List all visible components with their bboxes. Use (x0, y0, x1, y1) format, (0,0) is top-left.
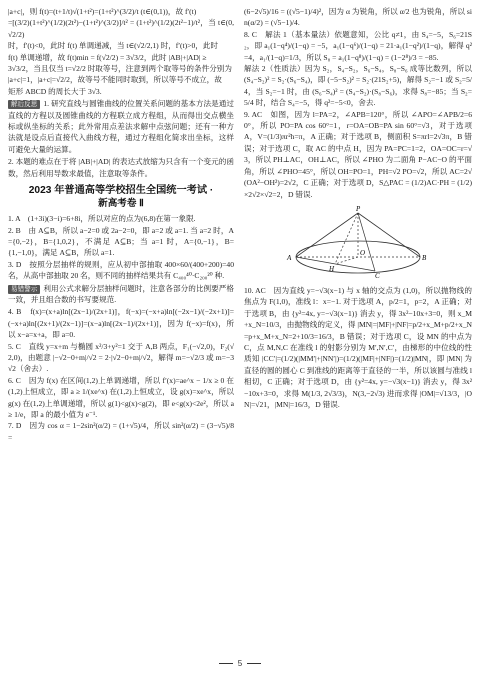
answer-item: 6. C 因为 f(x) 在区间(1,2)上单调递增，所以 f′(x)=ae^x − 1/x ≥ 0 在(1,2)上恒成立，即 a ≥ 1/(xe^x) 在(1,2)上恒成立，设 g(x)=xe^x，所以 g(x) 在(1,2)上单调递增，所以 g(1)<g(x)<g(2)，即 e<g(x)<2e²，所以 a ≥ 1/e，即 a 的最小值为 e⁻¹. (8, 375, 234, 419)
answer-item: 1. A (1+3i)(3−i)=6+8i，所以对应的点为(6,8)在第一象限. (8, 214, 196, 224)
left-column (8, 6, 234, 443)
answer-item: 8. C 解法 1（基本量法）依题意知，公比 q≠1，由 S₄=−5，S₆=21S₂，即 a₁(1−q⁴)/(1−q) = −5，a₁(1−q⁶)/(1−q) = 21·a₁(1−q²)/(1−q)，解得 q²=4，a₁/(1−q)=1/3，所以 S₈ = a₁(1−q⁸)/(1−q) = (1−2⁸)/3 = −85. (244, 29, 472, 62)
label-o: O (360, 248, 366, 257)
solution-paragraph: 矩形 ABCD 的周长大于 3√3. (8, 86, 102, 96)
solution-paragraph: 时，f′(t)<0，此时 f(t) 单调递减，当 t∈(√2/2,1) 时，f′(t)>0，此时 (8, 41, 219, 51)
answer-item: 10. AC 因为直线 y=−√3(x−1) 与 x 轴的交点为 (1,0)，所以抛物线的焦点为 F(1,0)，准线 l：x=−1. 对于选项 A，p/2=1，p=2，A 正确；对于选项 B，由 {y²=4x, y=−√3(x−1)} 消去 y，得 3x²−10x+3=0，则 x_M+x_N=10/3，由抛物线的定义，得 |MN|=|MF|+|NF|=p/2+x_M+p/2+x_N=p+x_M+x_N=2+10/3=16/3，B 错误；对于选项 C，设 MN 的中点为 C，点 M,N,C 在准线 l 的射影分别为 M′,N′,C′，由梯形的中位线的性质知 |CC′|=(1/2)(|MM′|+|NN′|)=(1/2)(|MF|+|NF|)=(1/2)|MN|，即 |MN| 为直径的圆的圆心 C 到准线的距离等于直径的一半，所以该圆与准线 l 相切，C 正确；对于选项 D，由 {y²=4x, y=−√3(x−1)} 消去 y，得 3x²−10x+3=0，求得 M(1/3, 2√3/3)，N(3,−2√3) 进而求得 |OM|=√13/3，|ON|=√21，|MN|=16/3，D 错误. (244, 285, 472, 409)
cone-edge-left (296, 213, 358, 257)
commentary-block (8, 98, 234, 155)
solution-paragraph: =[(3/2)(1+t²)^(1/2)(2t²)−(1+t²)^(3/2)]/t² = (1+t²)^(1/2)(2t²−1)/t²，当 t∈(0,√2/2) (8, 18, 234, 39)
cone-diagram (283, 205, 433, 279)
answer-item: (6−2√5)/16 = ((√5−1)/4)²，因为 α 为锐角，所以 α/2 也为锐角，所以 sin(α/2) = (√5−1)/4. (244, 7, 472, 28)
answer-item: 5. C 直线 y=x+m 与椭圆 x²/3+y²=1 交于 A,B 两点，F₁(−√2,0)，F₂(√2,0)，由题意 |−√2−0+m|/√2 = 2·|√2−0+m|/√2，解得 m=−√2/3 或 m=−3√2（舍去）. (8, 341, 234, 374)
exam-subtitle: 新高考卷 Ⅱ (98, 198, 144, 210)
segment-oh (335, 257, 358, 264)
cone-figure (244, 205, 472, 279)
cone-edge-right (358, 213, 420, 257)
label-a: A (287, 253, 292, 262)
page-rule-left (219, 663, 233, 664)
solution-paragraph: f(t) 单调递增，故 f(t)min = f(√2/2) = 3√3/2，此时 |AB|+|AD| ≥ (8, 52, 207, 62)
answer-item: 4. B f(x)=(x+a)ln[(2x−1)/(2x+1)]，f(−x)=(−x+a)ln[(−2x−1)/(−2x+1)]=(−x+a)ln[(2x+1)/(2x−1)]=(x−a)ln[(2x−1)/(2x+1)]，因为 f(−x)=f(x)，所以 x−a=x+a，即 a=0. (8, 307, 234, 340)
segment-ph (335, 213, 358, 264)
tip-text: 利用公式求解分层抽样问题时，注意各部分的比例要严格一致，并且组合数的书写要规范. (8, 283, 234, 304)
tip-tag: 易错警示 (8, 285, 40, 294)
solution-paragraph: |a+c|=1，|a+c|=√2/2，故等号不能同时取到，所以等号不成立，故 (8, 75, 222, 85)
label-c: C (375, 271, 380, 279)
answer-item: 9. AC 如图，因为 l=PA=2，∠APB=120°，所以 ∠APO=∠APB/2=60°，所以 PO=PA cos 60°=1，r=OA=OB=PA sin 60°=√3，对于选项 A，V=(1/3)πr²h=π，A 正确；对于选项 B，侧面积 S=πrl=2√3π，B 错误；对于选项 C，取 AC 的中点 H，因为 PA=PC=1=2，OA=OC=r=√3，所以 PH⊥AC，OH⊥AC，所以 ∠PHO 为二面角 P−AC−O 的平面角，所以 ∠PHO=45°，所以 OH=PO=1，PH=√2 PO=√2，所以 AC=2√(OA²−OH²)=2√2，C 正确；对于选项 D，S△PAC = (1/2)AC·PH = (1/2)×2√2×√2=2，D 错误. (244, 109, 472, 199)
segment-pc (358, 213, 375, 271)
commentary-tag: 解后反思 (8, 100, 40, 109)
tip-block (8, 283, 234, 306)
chord-ac (296, 257, 375, 271)
commentary-text: 2. 本题的难点在于将 |AB|+|AD| 的表达式放缩为只含有一个变元的函数，然后利用导数求最值，注意取等条件。 (8, 157, 234, 178)
answer-item: 7. D 因为 cos α = 1−2sin²(α/2) = (1+√5)/4，所以 sin²(α/2) = (3−√5)/8 = (8, 421, 234, 442)
solution-paragraph: |a+c|，则 f(t)=(t+1/t)√(1+t²)=(1+t²)^(3/2)/t (t∈(0,1))，故 f′(t) (8, 7, 197, 16)
answer-item: 3. D 按照分层抽样的规则，应从初中部抽取 400×60/(400+200)=40 名，从高中部抽取 20 名，则不同的抽样结果共有 C₄₀₀⁴⁰·C₂₀₀²⁰ 种. (8, 259, 234, 281)
page-rule-right (247, 663, 261, 664)
answer-item: 2. B 由 A⊆B，所以 a−2=0 或 2a−2=0，即 a=2 或 a=1. 当 a=2 时，A={0,−2}，B={1,0,2}，不满足 A⊆B；当 a=1 时，A={0,−1}，B={1,−1,0}，满足 A⊆B，所以 a=1. (8, 225, 234, 258)
label-p: P (356, 204, 361, 213)
exam-title: 2023 年普通高等学校招生全国统一考试 · (28, 185, 214, 197)
answer-item: 解法 2（性质法）因为 S₂，S₄−S₂，S₆−S₄，S₈−S₆ 成等比数列，所以 (S₄−S₂)² = S₂·(S₆−S₄)，即 (−5−S₂)² = S₂·(21S₂+5)，解得 S₂=−1 或 S₂=5/4，当 S₂=−1 时，由 (S₆−S₄)² = (S₄−S₂)·(S₈−S₆)，求得 S₈=−85；当 S₂=5/4 时，结合 S₄=−5，得 q²=−5<0，舍去. (244, 64, 472, 108)
label-b: B (422, 253, 427, 262)
page-number (0, 659, 480, 668)
commentary-text: 1. 研究直线与圆锥曲线的位置关系问题的基本方法是通过直线的方程以及圆锥曲线的方程联立成方程组，从而得出交点横坐标或纵坐标的关系；此外常用点差法求解中点弦问题；还有一种方法就是设点后直接代入曲线方程，通过方程组化简求出坐标，这样可避免大量的运算。 (8, 99, 234, 154)
right-column (244, 6, 472, 410)
label-h: H (329, 264, 335, 273)
page-number-text: 5 (237, 659, 243, 668)
solution-paragraph: 3√3/2，当且仅当 t=√2/2 时取等号，注意到两个取等号的条件分别为 (8, 64, 232, 74)
